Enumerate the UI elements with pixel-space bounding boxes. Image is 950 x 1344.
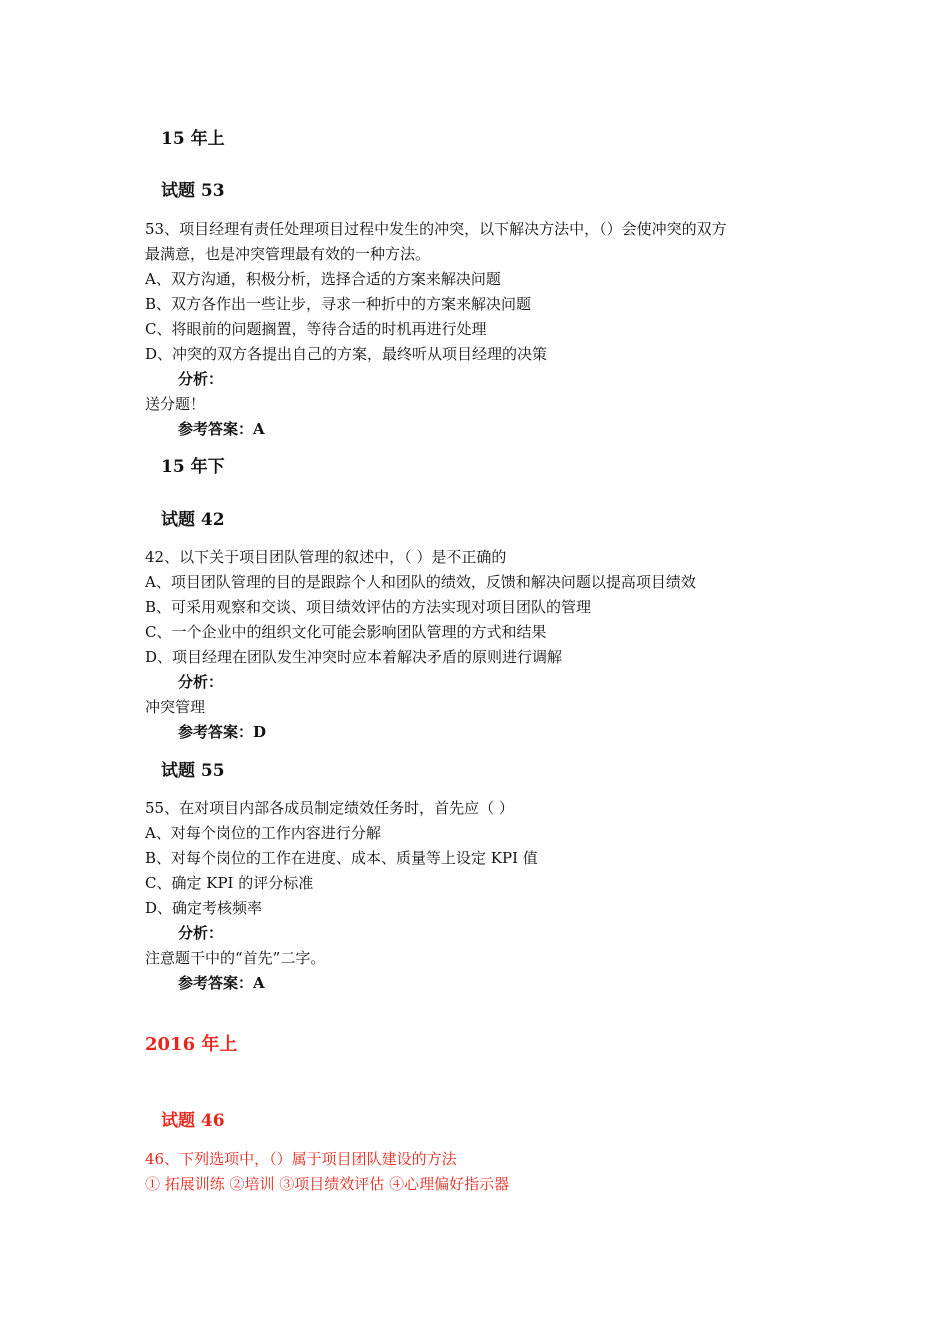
analysis-label: 分析：: [178, 673, 224, 691]
question-stem-line: 最满意，也是冲突管理最有效的一种方法。: [145, 245, 431, 263]
year-heading-15-first-half: 15 年上: [161, 129, 225, 149]
option-a: A、对每个岗位的工作内容进行分解: [145, 824, 381, 842]
option-a: A、双方沟通，积极分析，选择合适的方案来解决问题: [145, 270, 501, 288]
option-b: B、对每个岗位的工作在进度、成本、质量等上设定 KPI 值: [145, 849, 538, 867]
analysis-text: 送分题！: [145, 395, 206, 413]
option-b: B、双方各作出一些让步，寻求一种折中的方案来解决问题: [145, 295, 532, 313]
question-title-55: 试题 55: [161, 761, 225, 781]
option-d: D、冲突的双方各提出自己的方案，最终听从项目经理的决策: [145, 345, 548, 363]
question-title-53: 试题 53: [161, 181, 225, 201]
option-a: A、项目团队管理的目的是跟踪个人和团队的绩效，反馈和解决问题以提高项目绩效: [145, 573, 696, 591]
option-c: C、将眼前的问题搁置，等待合适的时机再进行处理: [145, 320, 487, 338]
question-stem-line: 46、下列选项中，（）属于项目团队建设的方法: [145, 1150, 457, 1168]
question-title-46: 试题 46: [161, 1111, 225, 1131]
option-b: B、可采用观察和交谈、项目绩效评估的方法实现对项目团队的管理: [145, 598, 592, 616]
reference-answer: 参考答案：A: [178, 420, 265, 438]
reference-answer: 参考答案：D: [178, 723, 267, 741]
analysis-label: 分析：: [178, 370, 224, 388]
option-d: D、项目经理在团队发生冲突时应本着解决矛盾的原则进行调解: [145, 648, 563, 666]
option-d: D、确定考核频率: [145, 899, 263, 917]
option-c: C、一个企业中的组织文化可能会影响团队管理的方式和结果: [145, 623, 547, 641]
analysis-label: 分析：: [178, 924, 224, 942]
option-c: C、确定 KPI 的评分标准: [145, 874, 314, 892]
year-heading-15-second-half: 15 年下: [161, 457, 225, 477]
option-list: ① 拓展训练 ②培训 ③项目绩效评估 ④心理偏好指示器: [145, 1175, 510, 1193]
analysis-text: 冲突管理: [145, 698, 206, 716]
year-heading-2016-first-half: 2016 年上: [145, 1034, 238, 1055]
question-stem-line: 55、在对项目内部各成员制定绩效任务时，首先应（ ）: [145, 799, 514, 817]
question-stem-line: 53、项目经理有责任处理项目过程中发生的冲突，以下解决方法中，（）会使冲突的双方: [145, 220, 727, 238]
reference-answer: 参考答案：A: [178, 974, 265, 992]
question-stem-line: 42、以下关于项目团队管理的叙述中，（ ）是不正确的: [145, 548, 507, 566]
question-title-42: 试题 42: [161, 510, 225, 530]
analysis-text: 注意题干中的“首先”二字。: [145, 949, 326, 967]
